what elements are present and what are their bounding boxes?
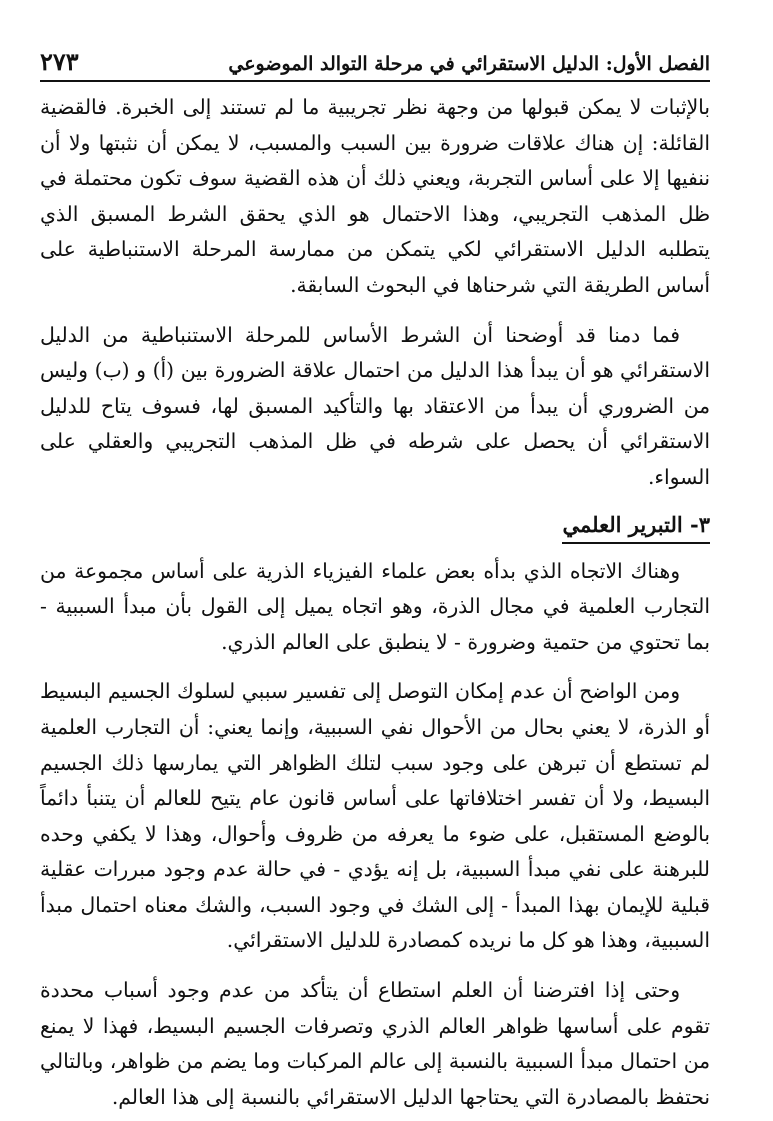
section-heading [40,510,710,544]
running-title: الفصل الأول: الدليل الاستقرائي في مرحلة التوالد الموضوعي [228,53,710,75]
page-body [40,90,710,1115]
paragraph: وهناك الاتجاه الذي بدأه بعض علماء الفيزياء الذرية على أساس مجموعة من التجارب العلمية في مجال الذرة، وهو اتجاه يميل إلى القول بأن مبدأ السببية - بما تحتوي من حتمية وضرورة - لا ينطبق على العالم الذري. [40,558,710,654]
paragraph: ومن الواضح أن عدم إمكان التوصل إلى تفسير سببي لسلوك الجسيم البسيط أو الذرة، لا يعني بحال من الأحوال نفي السببية، وإنما يعني: أن التجارب العلمية لم تستطع أن تبرهن على وجود سبب لتلك الظواهر التي يمارسها ذلك الجسيم البسيط، ولا أن تفسر اختلافاتها على أساس قانون عام يتيح للعالم أن يتنبأ دائماً بالوضع المستقبل، على ضوء ما يعرفه من ظروف وأحوال، وهذا لا يكفي وحده للبرهنة على نفي مبدأ السببية، بل إنه يؤدي - في حالة عدم وجود مبررات عقلية قبلية للإيمان بهذا المبدأ - إلى الشك في وجود السبب، والشك معناه احتمال مبدأ السببية، وهذا هو كل ما نريده كمصادرة للدليل الاستقرائي. [40,679,710,953]
paragraph-continued: بالإثبات لا يمكن قبولها من وجهة نظر تجريبية ما لم تستند إلى الخبرة. فالقضية القائلة: إن هناك علاقات ضرورة بين السبب والمسبب، لا يمكن أن نثبتها ولا أن ننفيها إلا على أساس التجربة، ويعني ذلك أن هذه القضية سوف تكون محتملة في ظل المذهب التجريبي، وهذا الاحتمال هو الذي يحقق الشرط المسبق الذي يتطلبه الدليل الاستقرائي لكي يتمكن من ممارسة المرحلة الاستنباطية على أساس الطريقة التي شرحناها في البحوث السابقة. [40,95,710,297]
paragraph: فما دمنا قد أوضحنا أن الشرط الأساس للمرحلة الاستنباطية من الدليل الاستقرائي هو أن يبدأ هذا الدليل من احتمال علاقة الضرورة بين (أ) و (ب) وليس من الضروري أن يبدأ من الاعتقاد بها والتأكيد المسبق لها، فسوف يتاح للدليل الاستقرائي أن يحصل على شرطه في ظل المذهب التجريبي والعقلي على السواء. [40,322,710,489]
paragraph: وحتى إذا افترضنا أن العلم استطاع أن يتأكد من عدم وجود أسباب محددة تقوم على أساسها ظواهر العالم الذري وتصرفات الجسيم البسيط، فهذا لا يمنع من احتمال مبدأ السببية بالنسبة إلى عالم المركبات وما يضم من ظواهر، وبالتالي نحتفظ بالمصادرة التي يحتاجها الدليل الاستقرائي بالنسبة إلى هذا العالم. [40,978,710,1109]
book-page [40,30,710,1115]
page-header [40,30,710,82]
section-heading-text: ٣- التبرير العلمي [562,510,710,544]
page-number: ٢٧٣ [40,47,79,76]
